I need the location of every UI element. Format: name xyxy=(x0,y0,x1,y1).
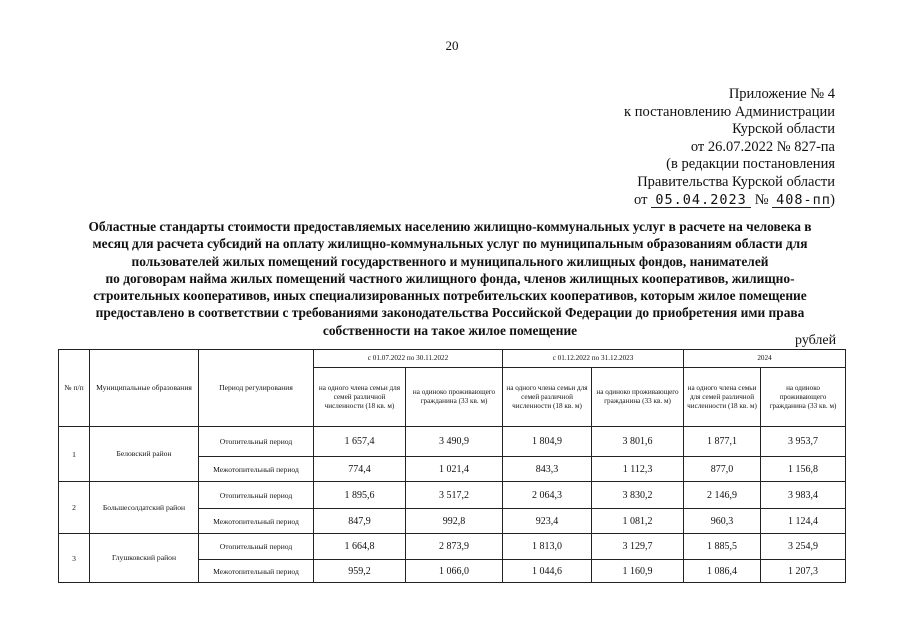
value-cell: 1 021,4 xyxy=(406,457,503,482)
value-cell: 2 873,9 xyxy=(406,534,503,560)
value-cell: 959,2 xyxy=(314,560,406,583)
header-period: Период регулирования xyxy=(199,350,314,427)
value-cell: 1 081,2 xyxy=(592,509,684,534)
title-line: пользователей жилых помещений государственного и муниципального жилищных фондов, нанимателей xyxy=(131,253,769,269)
sign-prefix: от xyxy=(634,191,648,208)
value-cell: 1 066,0 xyxy=(406,560,503,583)
header-group: с 01.07.2022 по 30.11.2022 xyxy=(314,350,503,368)
value-cell: 3 517,2 xyxy=(406,482,503,509)
value-cell: 3 983,4 xyxy=(761,482,846,509)
table-row xyxy=(59,534,846,560)
header-municipality: Муниципальные образования xyxy=(90,350,199,427)
value-cell: 1 657,4 xyxy=(314,427,406,457)
value-cell: 1 207,3 xyxy=(761,560,846,583)
standards-table xyxy=(58,349,846,583)
header-sub-single: на одиноко проживающего гражданина (33 кв. м) xyxy=(592,368,684,427)
sign-number: 408-пп xyxy=(772,193,830,208)
value-cell: 1 160,9 xyxy=(592,560,684,583)
value-cell: 1 664,8 xyxy=(314,534,406,560)
title-line: собственности на такое жилое помещение xyxy=(322,322,578,338)
value-cell: 2 064,3 xyxy=(503,482,592,509)
value-cell: 843,3 xyxy=(503,457,592,482)
header-sub-family: на одного члена семьи для семей различной численности (18 кв. м) xyxy=(503,368,592,427)
table-row xyxy=(59,427,846,457)
value-cell: 1 885,5 xyxy=(684,534,761,560)
value-cell: 1 804,9 xyxy=(503,427,592,457)
period-label: Отопительный период xyxy=(199,534,314,560)
value-cell: 1 124,4 xyxy=(761,509,846,534)
value-cell: 774,4 xyxy=(314,457,406,482)
row-number: 2 xyxy=(59,482,90,534)
appendix-line: (в редакции постановления xyxy=(666,156,835,173)
value-cell: 1 813,0 xyxy=(503,534,592,560)
header-sub-family: на одного члена семьи для семей различной численности (18 кв. м) xyxy=(314,368,406,427)
value-cell: 3 801,6 xyxy=(592,427,684,457)
appendix-line: Правительства Курской области xyxy=(637,173,835,190)
value-cell: 3 953,7 xyxy=(761,427,846,457)
value-cell: 3 830,2 xyxy=(592,482,684,509)
document-title xyxy=(55,218,845,339)
title-line: по договорам найма жилых помещений частного жилищного фонда, членов жилищных кооперативов, жилищно- xyxy=(105,270,795,286)
period-label: Межотопительный период xyxy=(199,457,314,482)
appendix-line: Приложение № 4 xyxy=(728,86,835,102)
title-line: Областные стандарты стоимости предоставляемых населению жилищно-коммунальных услуг в расчете на человека в xyxy=(88,219,812,234)
header-sub-family: на одного члена семьи для семей различной численности (18 кв. м) xyxy=(684,368,761,427)
header-group: с 01.12.2022 по 31.12.2023 xyxy=(503,350,684,368)
header-sub-single: на одиноко проживающего гражданина (33 кв. м) xyxy=(761,368,846,427)
municipality-name: Глушковский район xyxy=(90,534,199,583)
page-number: 20 xyxy=(445,38,459,53)
appendix-block xyxy=(590,86,835,209)
period-label: Межотопительный период xyxy=(199,560,314,583)
row-number: 1 xyxy=(59,427,90,482)
header-sub-single: на одиноко проживающего гражданина (33 кв. м) xyxy=(406,368,503,427)
appendix-line: от 26.07.2022 № 827-па xyxy=(690,138,835,155)
municipality-name: Большесолдатский район xyxy=(90,482,199,534)
table-row xyxy=(59,482,846,509)
municipality-name: Беловский район xyxy=(90,427,199,482)
title-line: строительных кооперативов, иных специализированных потребительских кооперативов, которым жилое помещение xyxy=(93,288,807,304)
period-label: Отопительный период xyxy=(199,427,314,457)
value-cell: 992,8 xyxy=(406,509,503,534)
title-line: месяц для расчета субсидий на оплату жилищно-коммунальных услуг по муниципальным образованиям области для xyxy=(92,236,808,252)
value-cell: 1 112,3 xyxy=(592,457,684,482)
appendix-line: к постановлению Администрации xyxy=(624,103,835,120)
value-cell: 3 254,9 xyxy=(761,534,846,560)
value-cell: 923,4 xyxy=(503,509,592,534)
value-cell: 1 044,6 xyxy=(503,560,592,583)
appendix-line: Курской области xyxy=(732,121,835,138)
value-cell: 2 146,9 xyxy=(684,482,761,509)
appendix-signature-line xyxy=(590,192,835,210)
value-cell: 1 877,1 xyxy=(684,427,761,457)
sign-close: ) xyxy=(830,191,835,208)
value-cell: 1 086,4 xyxy=(684,560,761,583)
header-num: № п/п xyxy=(59,350,90,427)
unit-label: рублей xyxy=(795,333,837,348)
period-label: Отопительный период xyxy=(199,482,314,509)
header-group: 2024 xyxy=(684,350,846,368)
value-cell: 3 490,9 xyxy=(406,427,503,457)
value-cell: 1 156,8 xyxy=(761,457,846,482)
title-line: предоставлено в соответствии с требованиями законодательства Российской Федерации до приобретения ими права xyxy=(95,305,805,321)
period-label: Межотопительный период xyxy=(199,509,314,534)
value-cell: 1 895,6 xyxy=(314,482,406,509)
sign-number-label: № xyxy=(754,191,769,208)
sign-date: 05.04.2023 xyxy=(651,193,751,208)
value-cell: 847,9 xyxy=(314,509,406,534)
value-cell: 877,0 xyxy=(684,457,761,482)
row-number: 3 xyxy=(59,534,90,583)
value-cell: 3 129,7 xyxy=(592,534,684,560)
value-cell: 960,3 xyxy=(684,509,761,534)
